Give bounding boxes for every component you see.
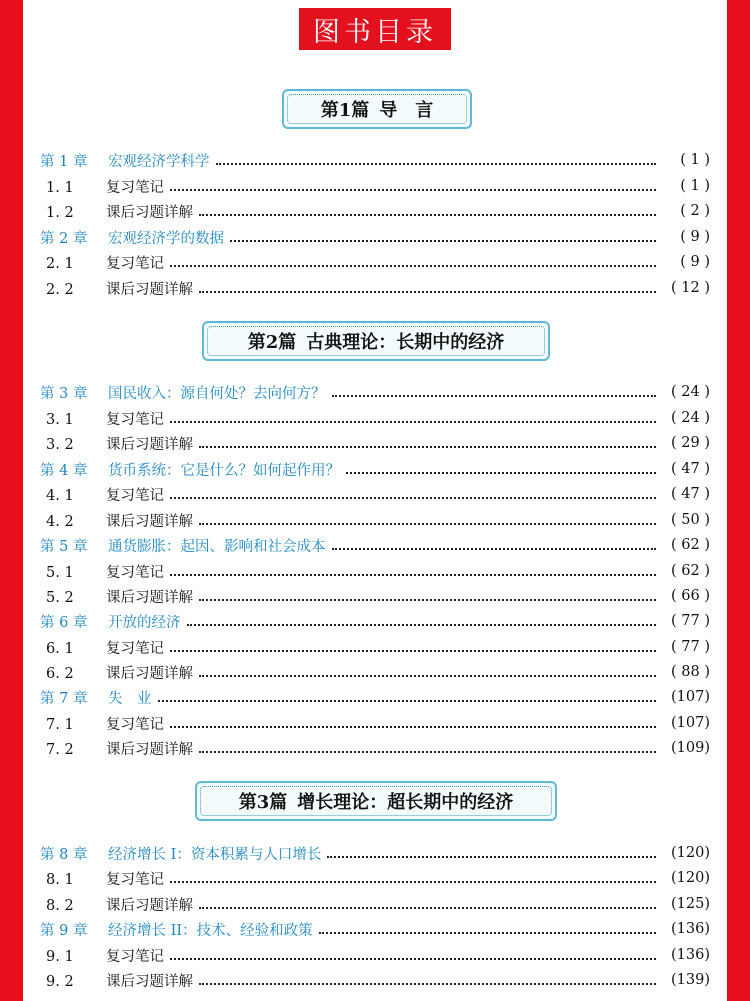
toc-entry-label [40,227,224,248]
toc-section-row[interactable] [40,482,710,506]
part-name: 增长理论：超长期中的经济 [297,792,514,813]
chapter-number: 第 5 章 [40,538,88,555]
toc-entry-label [40,252,164,273]
dot-leader [170,572,656,576]
section-title: 课后习题详解 [106,204,193,221]
section-title: 复习笔记 [106,179,164,196]
page-number: (109) [671,740,710,756]
toc-entry-label [40,637,164,658]
dot-leader [199,597,656,601]
toc-section-row[interactable] [40,276,710,300]
toc-section-row[interactable] [40,736,710,760]
dot-leader [327,854,656,858]
toc-entry-label [40,894,193,915]
section-number: 1. 2 [46,204,74,221]
page-number: ( 66 ) [671,588,710,604]
chapter-number: 第 7 章 [40,690,88,707]
chapter-number: 第 6 章 [40,614,88,631]
dot-leader [170,187,656,191]
dot-leader [187,622,657,626]
toc-entry-label [40,970,193,991]
page-number: ( 77 ) [671,613,710,629]
page-number: ( 88 ) [671,664,710,680]
dot-leader [199,521,656,525]
section-number: 9. 1 [46,948,74,965]
dot-leader [158,698,657,702]
toc-section-row[interactable] [40,559,710,583]
section-number: 2. 1 [46,255,74,272]
page-number: ( 47 ) [671,486,710,502]
toc-section-row[interactable] [40,199,710,223]
part-heading-3 [195,781,557,821]
page-title: 图书目录 [299,8,451,50]
toc-entry-label [40,150,210,171]
toc-entry-label [40,433,193,454]
chapter-title: 经济增长 II：技术、经验和政策 [108,922,313,939]
section-number: 6. 2 [46,665,74,682]
page-number: ( 2 ) [680,203,710,219]
section-title: 复习笔记 [106,564,164,581]
section-number: 4. 2 [46,513,74,530]
dot-leader [199,289,656,293]
section-title: 课后习题详解 [106,589,193,606]
chapter-title: 国民收入：源自何处？去向何方？ [108,385,326,402]
section-number: 4. 1 [46,487,74,504]
section-title: 复习笔记 [106,487,164,504]
toc-chapter-row[interactable] [40,917,710,941]
dot-leader [332,393,657,397]
dot-leader [199,749,656,753]
part-name: 古典理论：长期中的经济 [306,332,505,353]
chapter-title: 通货膨胀：起因、影响和社会成本 [108,538,326,555]
chapter-number: 第 1 章 [40,153,88,170]
toc-entry-label [40,535,326,556]
toc-section-row[interactable] [40,660,710,684]
toc-chapter-row[interactable] [40,148,710,172]
page-number: (120) [671,870,710,886]
section-number: 6. 1 [46,640,74,657]
toc-chapter-row[interactable] [40,380,710,404]
section-title: 复习笔记 [106,255,164,272]
toc-entry-label [40,738,193,759]
section-title: 课后习题详解 [106,513,193,530]
section-number: 1. 1 [46,179,74,196]
toc-entry-label [40,713,164,734]
toc-entry-label [40,459,340,480]
dot-leader [170,419,656,423]
toc-entry-label [40,561,164,582]
toc-chapter-row[interactable] [40,841,710,865]
dot-leader [170,648,656,652]
toc-section-row[interactable] [40,406,710,430]
section-number: 5. 1 [46,564,74,581]
dot-leader [346,470,656,474]
chapter-title: 宏观经济学科学 [108,153,210,170]
toc-section-row[interactable] [40,174,710,198]
dot-leader [170,724,656,728]
page-number: ( 24 ) [671,410,710,426]
section-number: 7. 1 [46,716,74,733]
section-title: 课后习题详解 [106,665,193,682]
page-number: (107) [671,715,710,731]
page-number: ( 62 ) [671,563,710,579]
toc-entry-label [40,408,164,429]
section-number: 3. 2 [46,436,74,453]
toc-entry-label [40,586,193,607]
page-number: (120) [671,845,710,861]
toc-chapter-row[interactable] [40,457,710,481]
toc-section-row[interactable] [40,431,710,455]
toc-section-row[interactable] [40,866,710,890]
toc-entry-label [40,687,152,708]
section-title: 复习笔记 [106,871,164,888]
toc-chapter-row[interactable] [40,533,710,557]
toc-chapter-row[interactable] [40,225,710,249]
chapter-number: 第 4 章 [40,462,88,479]
dot-leader [170,956,656,960]
section-number: 8. 2 [46,897,74,914]
section-title: 课后习题详解 [106,281,193,298]
section-title: 课后习题详解 [106,741,193,758]
dot-leader [199,212,656,216]
toc-entry-label [40,868,164,889]
dot-leader [332,546,657,550]
part-heading-2 [202,321,550,361]
dot-leader [170,879,656,883]
toc-entry-label [40,510,193,531]
dot-leader [199,444,656,448]
chapter-title: 宏观经济学的数据 [108,230,224,247]
section-title: 复习笔记 [106,411,164,428]
part-name: 导 言 [379,100,434,121]
toc-section-row[interactable] [40,711,710,735]
toc-section-row[interactable] [40,892,710,916]
dot-leader [216,161,657,165]
toc-entry-label [40,611,181,632]
chapter-number: 第 8 章 [40,846,88,863]
part-heading-1 [282,89,472,129]
dot-leader [199,673,656,677]
section-number: 7. 2 [46,741,74,758]
page-number: ( 77 ) [671,639,710,655]
dot-leader [319,930,656,934]
section-title: 课后习题详解 [106,973,193,990]
toc-section-row[interactable] [40,968,710,992]
part-number: 第2篇 [247,332,297,353]
dot-leader [199,981,656,985]
section-number: 2. 2 [46,281,74,298]
chapter-number: 第 9 章 [40,922,88,939]
section-title: 复习笔记 [106,948,164,965]
chapter-number: 第 3 章 [40,385,88,402]
page-number: (107) [671,689,710,705]
toc-chapter-row[interactable] [40,609,710,633]
section-title: 复习笔记 [106,640,164,657]
section-number: 3. 1 [46,411,74,428]
page-number: ( 47 ) [671,461,710,477]
page-number: ( 50 ) [671,512,710,528]
toc-entry-label [40,662,193,683]
toc-entry-label [40,382,326,403]
toc-entry-label [40,843,321,864]
toc-section-row[interactable] [40,943,710,967]
chapter-number: 第 2 章 [40,230,88,247]
toc-entry-label [40,201,193,222]
page-number: ( 62 ) [671,537,710,553]
dot-leader [199,905,656,909]
section-number: 9. 2 [46,973,74,990]
chapter-title: 开放的经济 [108,614,181,631]
section-title: 课后习题详解 [106,436,193,453]
toc-section-row[interactable] [40,508,710,532]
dot-leader [230,238,656,242]
toc-entry-label [40,484,164,505]
page-number: ( 9 ) [680,254,710,270]
section-title: 复习笔记 [106,716,164,733]
toc-chapter-row[interactable] [40,685,710,709]
toc-entry-label [40,176,164,197]
chapter-title: 货币系统：它是什么？如何起作用？ [108,462,340,479]
section-title: 课后习题详解 [106,897,193,914]
page-number: ( 1 ) [680,178,710,194]
page-number: ( 1 ) [680,152,710,168]
section-number: 5. 2 [46,589,74,606]
toc-section-row[interactable] [40,250,710,274]
dot-leader [170,263,656,267]
toc-section-row[interactable] [40,584,710,608]
toc-entry-label [40,945,164,966]
page-number: (136) [671,921,710,937]
chapter-title: 经济增长 I：资本积累与人口增长 [108,846,322,863]
part-number: 第1篇 [320,100,370,121]
page-number: (125) [671,896,710,912]
section-number: 8. 1 [46,871,74,888]
page-number: ( 24 ) [671,384,710,400]
toc-entry-label [40,278,193,299]
toc-entry-label [40,919,313,940]
page-number: (136) [671,947,710,963]
toc-section-row[interactable] [40,635,710,659]
page-number: (139) [671,972,710,988]
part-number: 第3篇 [238,792,288,813]
page-number: ( 12 ) [671,280,710,296]
page-number: ( 9 ) [680,229,710,245]
page-number: ( 29 ) [671,435,710,451]
dot-leader [170,495,656,499]
chapter-title: 失 业 [108,690,152,707]
